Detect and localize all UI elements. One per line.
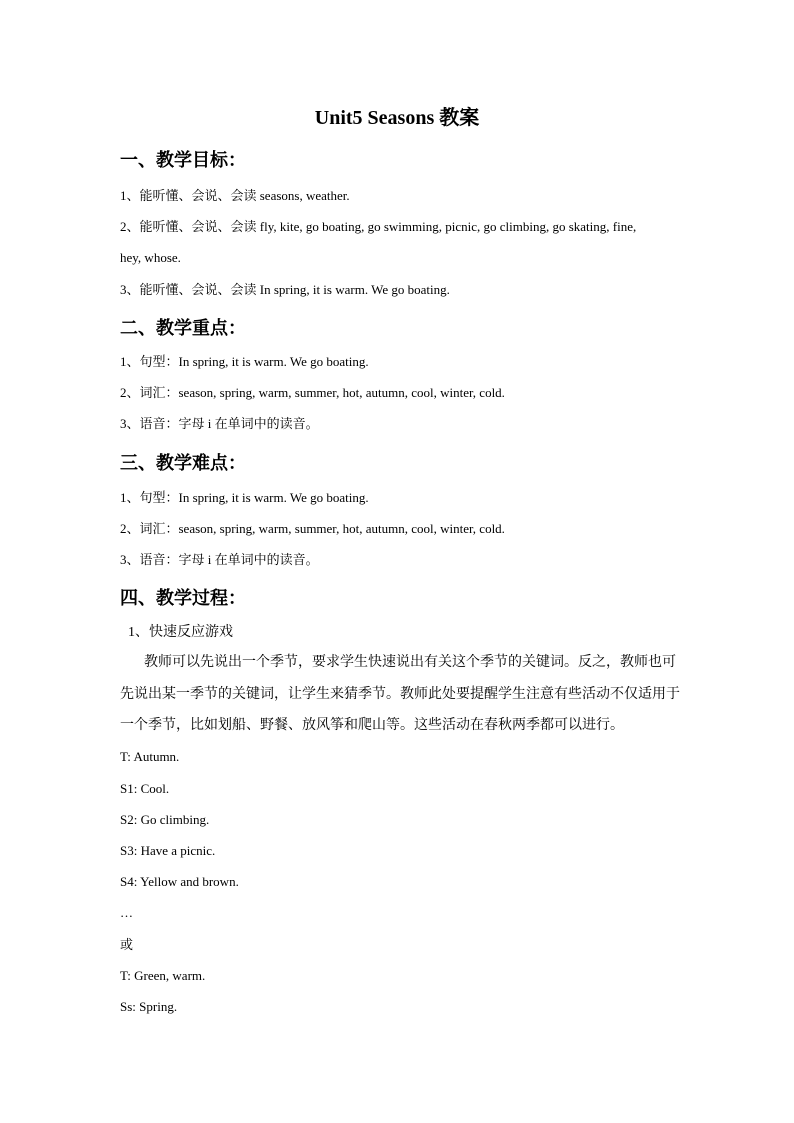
dialogue-line: Ss: Spring.: [120, 999, 178, 1014]
dialogue-line: S1: Cool.: [120, 781, 170, 796]
dialogue-line: S2: Go climbing.: [120, 812, 210, 827]
difficulty-item: 2、词汇：season, spring, warm, summer, hot, autumn, cool, winter, cold.: [120, 521, 505, 536]
difficulty-item: 1、句型：In spring, it is warm. We go boating.: [120, 490, 369, 505]
dialogue-line: T: Autumn.: [120, 749, 180, 764]
objective-item: 3、能听懂、会说、会读 In spring, it is warm. We go boating.: [120, 282, 450, 297]
dialogue-line: S4: Yellow and brown.: [120, 874, 239, 889]
document-title: Unit5 Seasons 教案: [314, 107, 480, 129]
objective-item: 2、能听懂、会说、会读 fly, kite, go boating, go swimming, picnic, go climbing, go skating, fine,: [120, 219, 637, 234]
process-step-title: 1、快速反应游戏: [128, 625, 233, 640]
section-heading-difficulties: 三、教学难点：: [120, 453, 246, 473]
difficulty-item: 3、语音：字母 i 在单词中的读音。: [120, 552, 319, 567]
section-heading-objectives: 一、教学目标：: [120, 150, 246, 170]
key-point-item: 1、句型：In spring, it is warm. We go boating.: [120, 354, 369, 369]
key-point-item: 2、词汇：season, spring, warm, summer, hot, autumn, cool, winter, cold.: [120, 385, 505, 400]
dialogue-line: T: Green, warm.: [120, 968, 206, 983]
objective-item: 1、能听懂、会说、会读 seasons, weather.: [120, 188, 350, 203]
section-heading-key-points: 二、教学重点：: [120, 318, 246, 338]
key-point-item: 3、语音：字母 i 在单词中的读音。: [120, 416, 319, 431]
dialogue-line: S3: Have a picnic.: [120, 843, 216, 858]
process-paragraph: 教师可以先说出一个季节，要求学生快速说出有关这个季节的关键词。反之，教师也可先说出某一季节的关键词，让学生来猜季节。教师此处要提醒学生注意有些活动不仅适用于一个季节，比如划船、野餐、放风筝和爬山等。这些活动在春秋两季都可以进行。: [120, 655, 680, 733]
section-heading-process: 四、教学过程：: [120, 588, 246, 608]
dialogue-ellipsis: …: [120, 905, 133, 920]
objective-item-continued: hey, whose.: [120, 250, 181, 265]
dialogue-or: 或: [120, 937, 134, 952]
